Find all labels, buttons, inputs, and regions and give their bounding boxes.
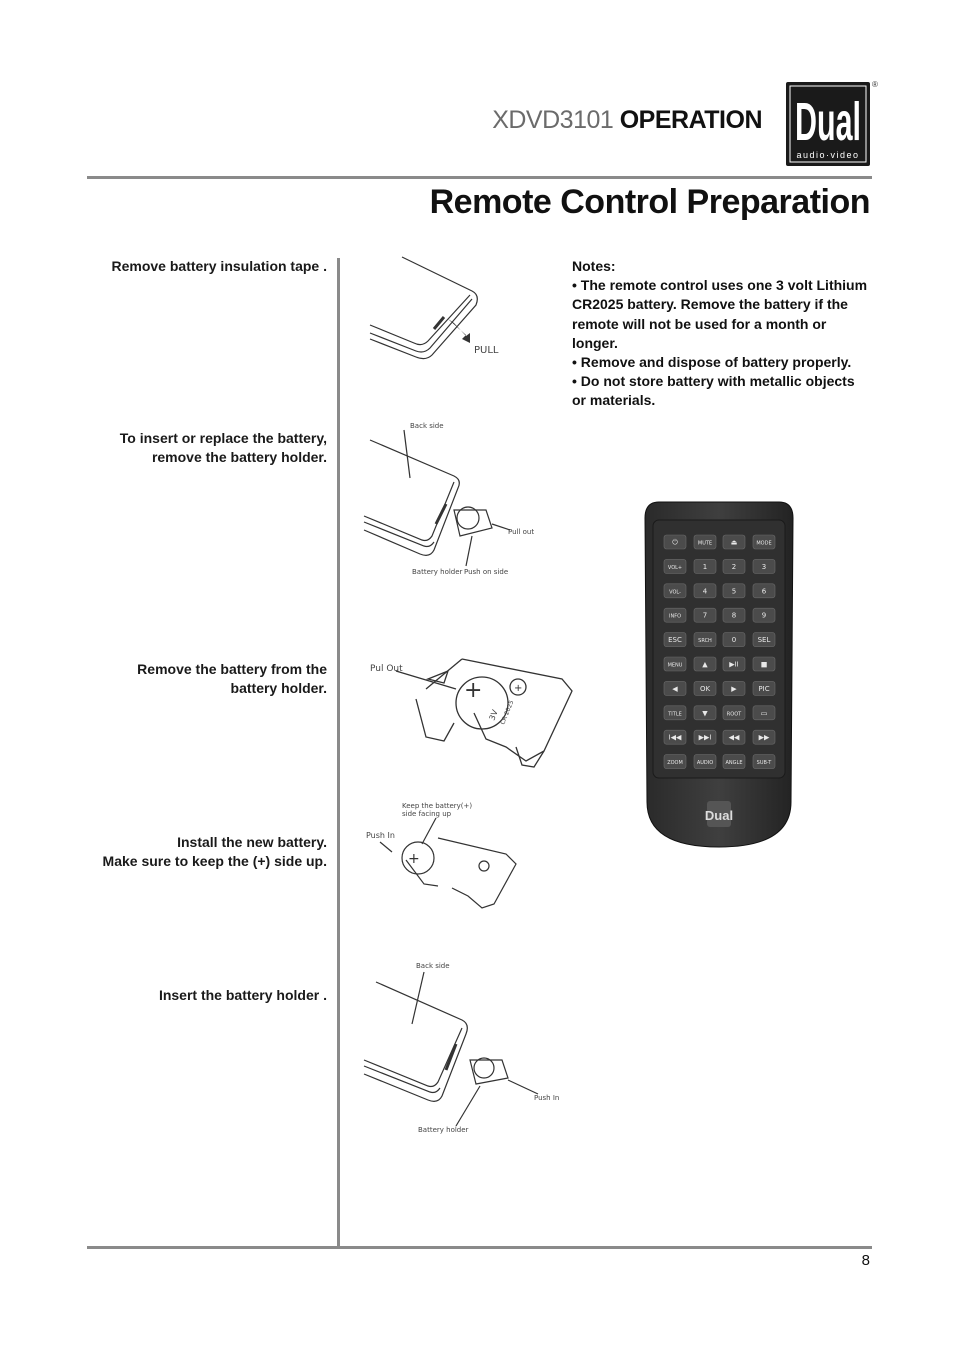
header-title bbox=[492, 106, 762, 135]
figure-pull-tape bbox=[362, 255, 512, 375]
battery-marking: CR 2025 bbox=[499, 699, 516, 726]
back-side-label: Back side bbox=[416, 962, 450, 970]
remote-key-label: 0 bbox=[731, 636, 737, 645]
keep-label-line2: side facing up bbox=[402, 810, 452, 818]
figure-remove-holder bbox=[362, 418, 552, 583]
step-line: remove the battery holder. bbox=[151, 449, 327, 465]
remote-key-label: TITLE bbox=[668, 711, 682, 718]
back-side-label: Back side bbox=[410, 422, 444, 430]
remote-key-label: ◀◀ bbox=[728, 733, 740, 742]
step-line: Make sure to keep the (+) side up. bbox=[102, 853, 327, 869]
remote-key-label: 9 bbox=[761, 611, 767, 620]
remote-key-label: 8 bbox=[731, 611, 737, 620]
step-install-battery bbox=[103, 833, 327, 871]
push-in-label: Push In bbox=[534, 1094, 560, 1102]
remote-key-label: PIC bbox=[758, 684, 770, 693]
push-in-label: Push In bbox=[366, 831, 395, 840]
remote-key-label: 1 bbox=[702, 562, 708, 571]
note-line: longer. bbox=[572, 334, 618, 351]
note-line: • The remote control uses one 3 volt Lithium bbox=[572, 277, 868, 294]
step-line: Install the new battery. bbox=[177, 834, 327, 850]
note-item bbox=[572, 353, 867, 372]
remote-logo: Dual bbox=[704, 808, 734, 823]
registered-mark: ® bbox=[872, 80, 878, 89]
remote-key-label: SEL bbox=[757, 636, 771, 645]
battery-holder-label: Battery holder bbox=[418, 1126, 469, 1134]
remote-key-label: ■ bbox=[760, 660, 768, 669]
pull-out-label: Pul Out bbox=[370, 664, 403, 674]
step-line: Insert the battery holder . bbox=[158, 987, 327, 1003]
top-rule bbox=[87, 176, 872, 179]
remote-key-label: 4 bbox=[702, 587, 708, 596]
note-line: • Remove and dispose of battery properly. bbox=[572, 354, 852, 371]
voltage-label: 3V bbox=[487, 708, 500, 722]
note-line: remote will not be used for a month or bbox=[572, 315, 827, 332]
remote-key-label: SUB-T bbox=[756, 760, 772, 767]
remote-key-label: SRCH bbox=[698, 638, 712, 645]
remote-key-label: MUTE bbox=[697, 540, 713, 547]
remote-key-label: MENU bbox=[667, 662, 683, 669]
figure-insert-holder bbox=[362, 958, 572, 1138]
step-insert-holder bbox=[159, 986, 327, 1005]
notes-heading: Notes: bbox=[572, 258, 616, 274]
remote-key-label: AUDIO bbox=[696, 760, 714, 767]
note-line: or materials. bbox=[572, 392, 656, 409]
remote-control-image bbox=[645, 502, 793, 847]
remote-key-label: ▭ bbox=[760, 709, 768, 718]
step-line: battery holder. bbox=[230, 680, 327, 696]
bottom-rule bbox=[87, 1246, 872, 1249]
note-line: • Do not store battery with metallic objects bbox=[572, 373, 855, 390]
figure-remove-battery bbox=[366, 655, 576, 770]
remote-key-label: 2 bbox=[731, 562, 737, 571]
remote-key-label: ▲ bbox=[702, 660, 708, 669]
remote-key-label: ▶▶ bbox=[758, 733, 770, 742]
logo-text: Dual bbox=[795, 92, 861, 152]
section-name: OPERATION bbox=[619, 106, 762, 134]
keep-label-line1: Keep the battery(+) bbox=[402, 802, 473, 810]
plus-icon: + bbox=[408, 851, 420, 867]
remote-key-label: ANGLE bbox=[725, 760, 743, 767]
remote-key-label: VOL- bbox=[669, 589, 681, 596]
remote-key-label: ▶II bbox=[729, 660, 739, 669]
model-number: XDVD3101 bbox=[492, 106, 614, 134]
remote-key-label: 7 bbox=[702, 611, 708, 620]
remote-key-label: 3 bbox=[761, 562, 767, 571]
step-remove-tape bbox=[112, 257, 328, 276]
note-item bbox=[572, 372, 867, 410]
dual-logo bbox=[786, 82, 870, 166]
remote-key-label: ▼ bbox=[702, 709, 708, 718]
remote-key-label: ESC bbox=[668, 636, 682, 645]
remote-key-label: OK bbox=[699, 684, 711, 693]
page-number: 8 bbox=[861, 1252, 870, 1269]
note-line: CR2025 battery. Remove the battery if the bbox=[572, 296, 848, 313]
figure-install-battery bbox=[366, 798, 526, 913]
push-on-side-label: Push on side bbox=[464, 568, 509, 576]
step-line: Remove the battery from the bbox=[137, 661, 327, 677]
column-divider bbox=[337, 258, 340, 1248]
pull-label: PULL bbox=[474, 345, 499, 356]
step-remove-battery bbox=[137, 660, 327, 698]
page-title: Remote Control Preparation bbox=[429, 183, 870, 221]
remote-key-label: ▶ bbox=[731, 684, 737, 693]
pull-out-label: Pull out bbox=[508, 528, 535, 536]
remote-key-label: MODE bbox=[756, 540, 772, 547]
step-line: To insert or replace the battery, bbox=[119, 430, 327, 446]
remote-key-label: ⏏ bbox=[730, 538, 738, 547]
step-line: Remove battery insulation tape . bbox=[111, 258, 327, 274]
remote-key-label: ◀ bbox=[672, 684, 678, 693]
step-remove-holder bbox=[120, 429, 327, 467]
remote-key-label: ▶▶I bbox=[698, 733, 712, 742]
remote-key-label: ⏻ bbox=[672, 538, 678, 547]
screw-icon: + bbox=[514, 683, 523, 694]
logo-subtext: audio·video bbox=[796, 150, 860, 160]
note-item bbox=[572, 276, 867, 353]
remote-key-label: I◀◀ bbox=[668, 733, 682, 742]
battery-holder-label: Battery holder bbox=[412, 568, 463, 576]
remote-key-label: 6 bbox=[761, 587, 767, 596]
notes-block bbox=[572, 257, 867, 411]
plus-icon: + bbox=[464, 678, 483, 703]
remote-key-label: ROOT bbox=[726, 711, 742, 718]
remote-key-label: INFO bbox=[668, 613, 682, 620]
remote-key-label: 5 bbox=[731, 587, 737, 596]
remote-key-label: ZOOM bbox=[667, 760, 683, 767]
remote-key-label: VOL+ bbox=[667, 564, 683, 571]
